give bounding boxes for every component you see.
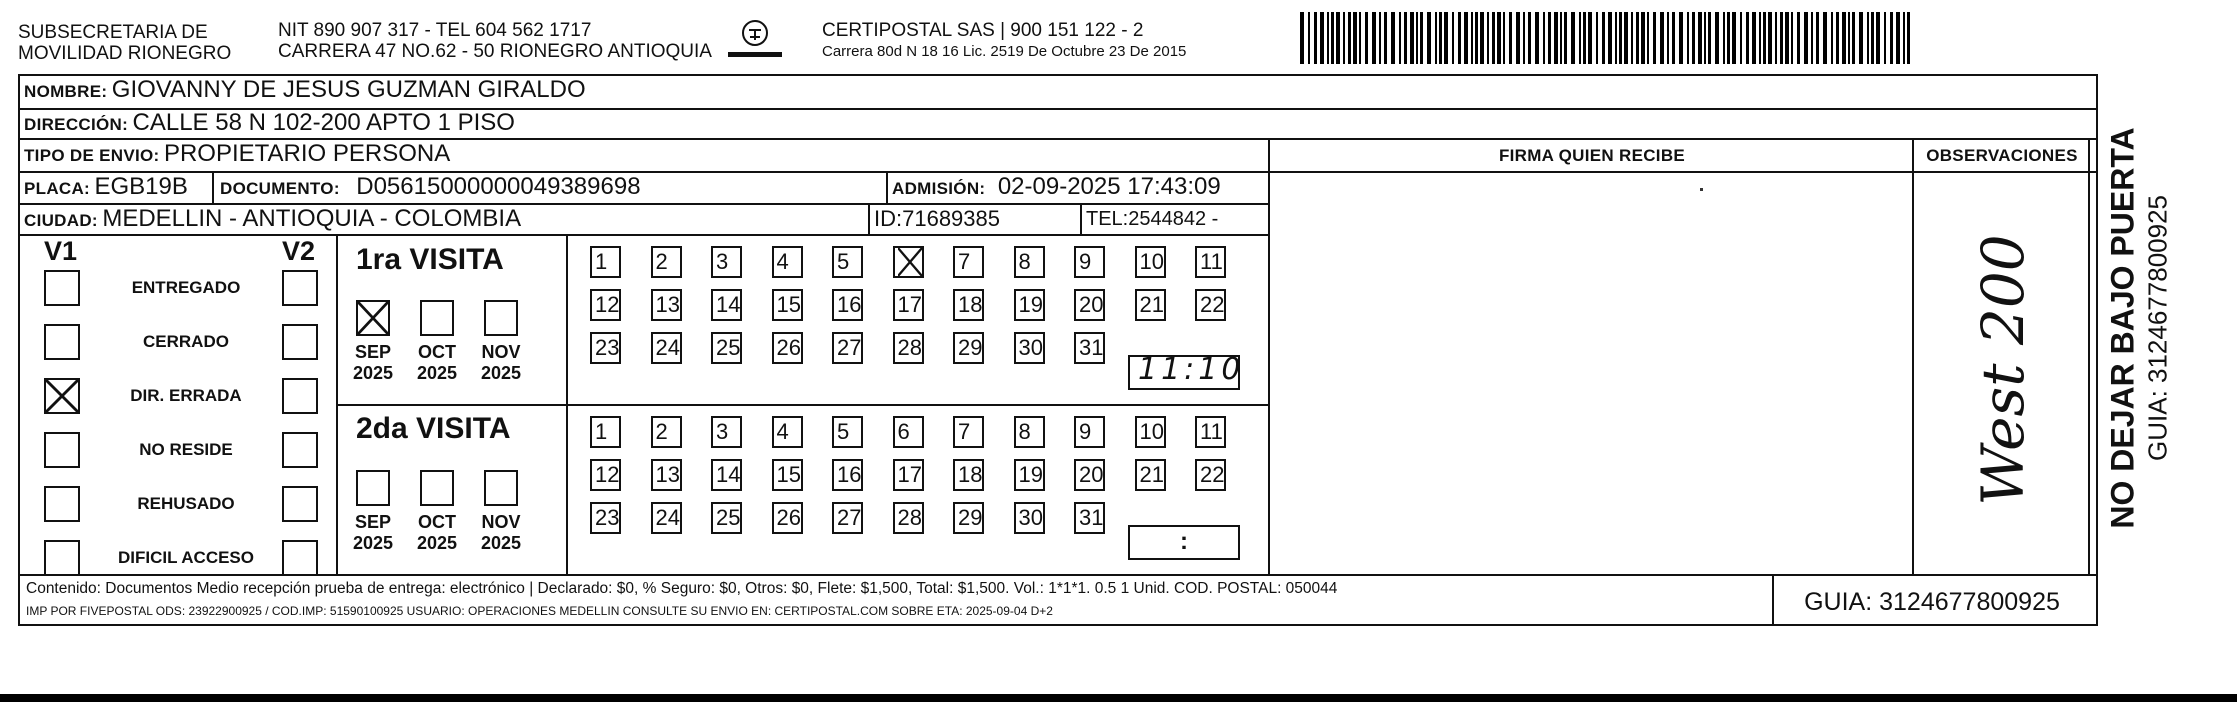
day-number: 30 bbox=[1018, 335, 1043, 360]
placa-label: PLACA: bbox=[24, 179, 91, 198]
v1-checkbox[interactable] bbox=[44, 324, 80, 360]
day-number: 15 bbox=[776, 462, 801, 487]
ciudad-label: CIUDAD: bbox=[24, 211, 98, 230]
visit2-title: 2da VISITA bbox=[356, 412, 511, 445]
status-label: REHUSADO bbox=[137, 494, 235, 513]
day-box-17[interactable] bbox=[893, 289, 924, 321]
day-number: 31 bbox=[1079, 335, 1104, 360]
day-number: 9 bbox=[1079, 249, 1092, 274]
ciudad-value: MEDELLIN - ANTIOQUIA - COLOMBIA bbox=[102, 205, 522, 232]
day-number: 23 bbox=[595, 505, 620, 530]
day-number: 18 bbox=[958, 292, 983, 317]
visit2-time-box[interactable] bbox=[1128, 525, 1240, 560]
day-number: 27 bbox=[837, 335, 862, 360]
col-line bbox=[1268, 138, 1270, 574]
footer-imp: IMP POR FIVEPOSTAL ODS: 23922900925 / COD.IMP: 51590100925 USUARIO: OPERACIONES MEDELLIN CONSULTE SU ENVIO EN: CERTIPOSTAL.COM SOBRE ETA: 2025-09-04 D+2 bbox=[26, 604, 1053, 618]
day-number: 5 bbox=[837, 249, 850, 274]
day-number: 28 bbox=[897, 335, 922, 360]
month-label: OCT bbox=[418, 512, 456, 532]
day-box-28[interactable] bbox=[893, 332, 924, 364]
year-label: 2025 bbox=[480, 533, 522, 553]
day-number: 29 bbox=[958, 335, 983, 360]
day-number: 22 bbox=[1200, 292, 1225, 317]
day-box-10[interactable] bbox=[1135, 416, 1166, 448]
v1-checkbox[interactable] bbox=[44, 486, 80, 522]
v2-checkbox[interactable] bbox=[282, 486, 318, 522]
day-number: 13 bbox=[655, 292, 680, 317]
day-number: 2 bbox=[655, 419, 668, 444]
month-checkbox-nov[interactable] bbox=[484, 470, 518, 506]
bottom-edge bbox=[0, 694, 2237, 702]
day-box-5[interactable] bbox=[832, 246, 863, 278]
day-box-29[interactable] bbox=[953, 502, 984, 534]
day-number: 9 bbox=[1079, 419, 1092, 444]
direccion-label: DIRECCIÓN: bbox=[24, 115, 129, 134]
day-box-31[interactable] bbox=[1074, 502, 1105, 534]
day-number: 11 bbox=[1200, 419, 1223, 444]
day-box-12[interactable] bbox=[590, 289, 621, 321]
v2-checkbox[interactable] bbox=[282, 378, 318, 414]
logo-icon bbox=[726, 18, 784, 64]
v2-checkbox[interactable] bbox=[282, 432, 318, 468]
day-box-24[interactable] bbox=[651, 502, 682, 534]
visit1-title: 1ra VISITA bbox=[356, 243, 504, 276]
day-box-28[interactable] bbox=[893, 502, 924, 534]
day-box-27[interactable] bbox=[832, 502, 863, 534]
day-number: 22 bbox=[1200, 462, 1225, 487]
day-number: 11 bbox=[1200, 249, 1223, 274]
day-number: 21 bbox=[1139, 462, 1164, 487]
tipo-row bbox=[24, 140, 450, 168]
col-line bbox=[1912, 138, 1914, 574]
admision-label: ADMISIÓN: bbox=[892, 179, 986, 198]
direccion-row bbox=[24, 109, 515, 137]
day-box-25[interactable] bbox=[711, 332, 742, 364]
signature-mark bbox=[1700, 188, 1703, 191]
handwritten-note: West 200 bbox=[1969, 234, 2037, 506]
day-box-29[interactable] bbox=[953, 332, 984, 364]
direccion-value: CALLE 58 N 102-200 APTO 1 PISO bbox=[132, 109, 515, 136]
row-line bbox=[18, 234, 1270, 236]
month-checkbox-sep[interactable] bbox=[356, 470, 390, 506]
month-checkbox-oct[interactable] bbox=[420, 470, 454, 506]
day-box-24[interactable] bbox=[651, 332, 682, 364]
day-box-23[interactable] bbox=[590, 502, 621, 534]
day-number: 13 bbox=[655, 462, 680, 487]
day-box-9[interactable] bbox=[1074, 416, 1105, 448]
day-number: 10 bbox=[1139, 249, 1164, 274]
day-number: 21 bbox=[1139, 292, 1164, 317]
day-box-15[interactable] bbox=[772, 289, 803, 321]
day-box-4[interactable] bbox=[772, 416, 803, 448]
day-box-2[interactable] bbox=[651, 246, 682, 278]
month-label: SEP bbox=[354, 512, 392, 532]
day-box-10[interactable] bbox=[1135, 246, 1166, 278]
day-number: 18 bbox=[958, 462, 983, 487]
year-label: 2025 bbox=[480, 363, 522, 383]
day-box-26[interactable] bbox=[772, 332, 803, 364]
day-number: 20 bbox=[1079, 292, 1104, 317]
status-label: CERRADO bbox=[143, 332, 229, 351]
col-line bbox=[868, 203, 870, 234]
v1-checkbox[interactable] bbox=[44, 270, 80, 306]
day-number: 5 bbox=[837, 419, 850, 444]
day-number: 31 bbox=[1079, 505, 1104, 530]
year-label: 2025 bbox=[416, 363, 458, 383]
day-box-4[interactable] bbox=[772, 246, 803, 278]
day-box-5[interactable] bbox=[832, 416, 863, 448]
status-label: NO RESIDE bbox=[139, 440, 233, 459]
row-line bbox=[18, 574, 2098, 576]
day-box-21[interactable] bbox=[1135, 459, 1166, 491]
day-box-16[interactable] bbox=[832, 289, 863, 321]
day-box-6[interactable] bbox=[893, 246, 924, 278]
v1-label: V1 bbox=[44, 236, 78, 266]
day-box-7[interactable] bbox=[953, 246, 984, 278]
month-label: NOV bbox=[481, 512, 521, 532]
documento-value: D05615000000049389698 bbox=[356, 173, 641, 200]
day-box-17[interactable] bbox=[893, 459, 924, 491]
v2-checkbox[interactable] bbox=[282, 270, 318, 306]
header-nit bbox=[278, 20, 712, 62]
day-number: 2 bbox=[655, 249, 668, 274]
day-box-7[interactable] bbox=[953, 416, 984, 448]
year-label: 2025 bbox=[416, 533, 458, 553]
day-number: 25 bbox=[716, 505, 741, 530]
month-checkbox-nov[interactable] bbox=[484, 300, 518, 336]
day-number: 6 bbox=[897, 419, 910, 444]
month-label: NOV bbox=[481, 342, 521, 362]
nombre-label: NOMBRE: bbox=[24, 82, 108, 101]
v1-checkbox[interactable] bbox=[44, 540, 80, 576]
day-number: 27 bbox=[837, 505, 862, 530]
day-box-2[interactable] bbox=[651, 416, 682, 448]
day-box-19[interactable] bbox=[1014, 289, 1045, 321]
day-box-19[interactable] bbox=[1014, 459, 1045, 491]
col-line bbox=[1080, 203, 1082, 234]
day-number: 19 bbox=[1018, 292, 1043, 317]
id-value: ID:71689385 bbox=[874, 206, 1000, 231]
placa-row bbox=[24, 173, 188, 201]
day-number: 10 bbox=[1139, 419, 1164, 444]
company-line1: CERTIPOSTAL SAS | 900 151 122 - 2 bbox=[822, 20, 1144, 41]
day-number: 14 bbox=[716, 292, 741, 317]
observaciones-label: OBSERVACIONES bbox=[1926, 146, 2078, 165]
status-label: DIFICIL ACCESO bbox=[117, 548, 254, 567]
day-number: 29 bbox=[958, 505, 983, 530]
year-label: 2025 bbox=[352, 533, 394, 553]
tipo-value: PROPIETARIO PERSONA bbox=[163, 140, 451, 167]
day-number: 1 bbox=[595, 419, 608, 444]
month-checkbox-oct[interactable] bbox=[420, 300, 454, 336]
day-box-12[interactable] bbox=[590, 459, 621, 491]
status-label: DIR. ERRADA bbox=[130, 386, 242, 405]
day-box-18[interactable] bbox=[953, 459, 984, 491]
day-box-8[interactable] bbox=[1014, 416, 1045, 448]
day-number: 8 bbox=[1018, 249, 1031, 274]
day-box-3[interactable] bbox=[711, 416, 742, 448]
month-checkbox-sep[interactable] bbox=[356, 300, 390, 336]
day-box-1[interactable] bbox=[590, 416, 621, 448]
admision-value: 02-09-2025 17:43:09 bbox=[997, 173, 1221, 200]
day-box-3[interactable] bbox=[711, 246, 742, 278]
day-box-13[interactable] bbox=[651, 289, 682, 321]
day-number: 3 bbox=[716, 419, 729, 444]
day-number: 23 bbox=[595, 335, 620, 360]
day-number: 19 bbox=[1018, 462, 1043, 487]
tel-value: TEL:2544842 - bbox=[1086, 208, 1219, 230]
col-line bbox=[212, 171, 214, 203]
v2-checkbox[interactable] bbox=[282, 540, 318, 576]
day-number: 28 bbox=[897, 505, 922, 530]
day-box-20[interactable] bbox=[1074, 459, 1105, 491]
day-box-14[interactable] bbox=[711, 459, 742, 491]
day-number: 24 bbox=[655, 335, 680, 360]
day-box-23[interactable] bbox=[590, 332, 621, 364]
day-box-14[interactable] bbox=[711, 289, 742, 321]
visit1-time: 11:10 bbox=[1138, 352, 1245, 387]
day-number: 4 bbox=[776, 419, 789, 444]
day-number: 7 bbox=[958, 419, 971, 444]
day-box-22[interactable] bbox=[1195, 459, 1226, 491]
day-box-15[interactable] bbox=[772, 459, 803, 491]
day-box-8[interactable] bbox=[1014, 246, 1045, 278]
v2-checkbox[interactable] bbox=[282, 324, 318, 360]
day-box-1[interactable] bbox=[590, 246, 621, 278]
day-number: 25 bbox=[716, 335, 741, 360]
day-box-21[interactable] bbox=[1135, 289, 1166, 321]
nombre-row bbox=[24, 76, 586, 104]
visit2-time: : bbox=[1180, 528, 1188, 555]
documento-label: DOCUMENTO: bbox=[220, 179, 340, 198]
tipo-label: TIPO DE ENVIO: bbox=[24, 146, 160, 165]
day-number: 7 bbox=[958, 249, 971, 274]
placa-value: EGB19B bbox=[94, 173, 188, 200]
header-org bbox=[18, 22, 231, 64]
day-number: 16 bbox=[837, 462, 862, 487]
day-number: 8 bbox=[1018, 419, 1031, 444]
year-label: 2025 bbox=[352, 363, 394, 383]
documento-row bbox=[220, 173, 641, 201]
v1-checkbox[interactable] bbox=[44, 432, 80, 468]
day-number: 15 bbox=[776, 292, 801, 317]
org-line1: SUBSECRETARIA DE bbox=[18, 22, 208, 43]
col-line bbox=[886, 171, 888, 203]
admision-row bbox=[892, 173, 1221, 201]
side-no-dejar: NO DEJAR BAJO PUERTA bbox=[2104, 127, 2141, 529]
day-number: 12 bbox=[595, 462, 620, 487]
day-box-13[interactable] bbox=[651, 459, 682, 491]
day-box-30[interactable] bbox=[1014, 502, 1045, 534]
day-box-18[interactable] bbox=[953, 289, 984, 321]
day-box-26[interactable] bbox=[772, 502, 803, 534]
day-box-6[interactable] bbox=[893, 416, 924, 448]
firma-label: FIRMA QUIEN RECIBE bbox=[1498, 146, 1686, 165]
nit-line1: NIT 890 907 317 - TEL 604 562 1717 bbox=[278, 20, 592, 41]
ciudad-row bbox=[24, 205, 521, 233]
day-box-11[interactable] bbox=[1195, 246, 1226, 278]
day-box-31[interactable] bbox=[1074, 332, 1105, 364]
barcode bbox=[1300, 12, 1912, 64]
v2-label: V2 bbox=[282, 236, 316, 266]
footer-contenido: Contenido: Documentos Medio recepción prueba de entrega: electrónico | Declarado: $0, % Seguro: $0, Otros: $0, Flete: $1,500, Total: $1,500. Vol.: 1*1*1. 0.5 1 Unid. COD. POSTAL: 050044 bbox=[26, 580, 1338, 597]
status-label: ENTREGADO bbox=[131, 278, 241, 297]
day-box-9[interactable] bbox=[1074, 246, 1105, 278]
side-guia: GUIA: 3124677800925 bbox=[2142, 195, 2173, 461]
day-number: 24 bbox=[655, 505, 680, 530]
month-label: OCT bbox=[418, 342, 456, 362]
day-box-16[interactable] bbox=[832, 459, 863, 491]
company-line2: Carrera 80d N 18 16 Lic. 2519 De Octubre 23 De 2015 bbox=[822, 43, 1187, 60]
day-number: 17 bbox=[897, 292, 922, 317]
day-number: 14 bbox=[716, 462, 741, 487]
day-number: 12 bbox=[595, 292, 620, 317]
month-label: SEP bbox=[354, 342, 392, 362]
day-number: 3 bbox=[716, 249, 729, 274]
day-number: 1 bbox=[595, 249, 608, 274]
nit-line2: CARRERA 47 NO.62 - 50 RIONEGRO ANTIOQUIA bbox=[278, 41, 712, 62]
day-box-22[interactable] bbox=[1195, 289, 1226, 321]
day-box-25[interactable] bbox=[711, 502, 742, 534]
day-number: 4 bbox=[776, 249, 789, 274]
day-box-20[interactable] bbox=[1074, 289, 1105, 321]
visit-divider bbox=[336, 404, 1268, 406]
day-number: 30 bbox=[1018, 505, 1043, 530]
day-number: 16 bbox=[837, 292, 862, 317]
nombre-value: GIOVANNY DE JESUS GUZMAN GIRALDO bbox=[111, 76, 586, 103]
footer-guia: GUIA: 3124677800925 bbox=[1804, 588, 2060, 616]
day-number: 26 bbox=[776, 505, 801, 530]
day-box-30[interactable] bbox=[1014, 332, 1045, 364]
day-number: 20 bbox=[1079, 462, 1104, 487]
col-line bbox=[2088, 138, 2090, 574]
header-company bbox=[822, 20, 1186, 62]
v1-checkbox[interactable] bbox=[44, 378, 80, 414]
day-number: 26 bbox=[776, 335, 801, 360]
col-line bbox=[566, 234, 568, 574]
org-line2: MOVILIDAD RIONEGRO bbox=[18, 43, 232, 64]
day-box-27[interactable] bbox=[832, 332, 863, 364]
day-number: 17 bbox=[897, 462, 922, 487]
day-box-11[interactable] bbox=[1195, 416, 1226, 448]
